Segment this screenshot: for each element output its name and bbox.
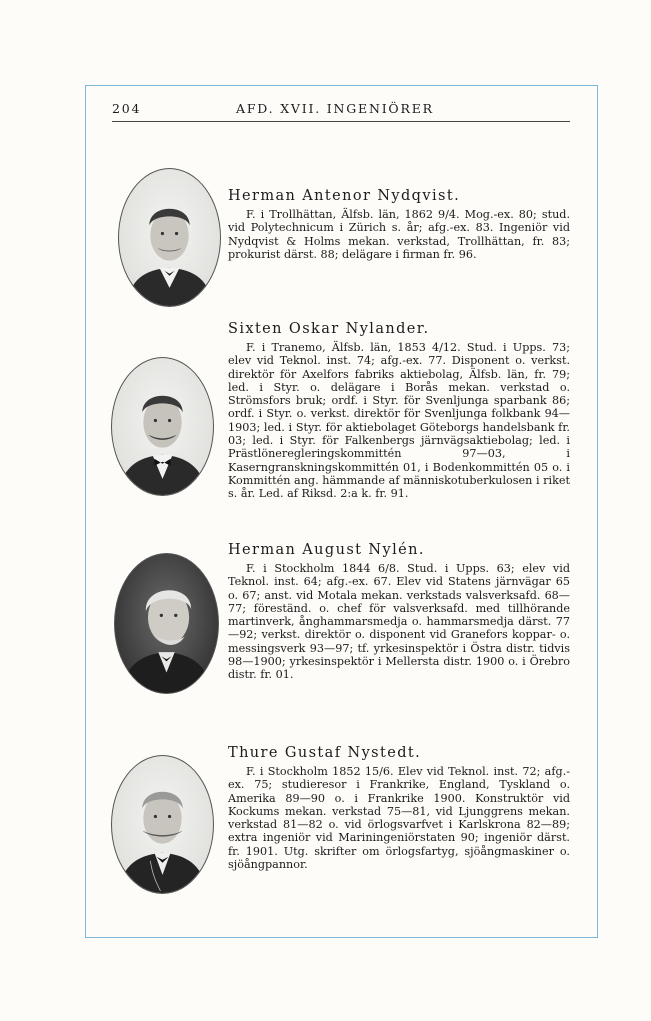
entry-nydqvist bbox=[228, 187, 570, 261]
entry-name: Herman August Nylén. bbox=[228, 542, 425, 558]
entry-name: Sixten Oskar Nylander. bbox=[228, 321, 430, 337]
portrait-nydqvist bbox=[118, 168, 221, 307]
header-rule bbox=[112, 121, 570, 122]
entry-name: Herman Antenor Nydqvist. bbox=[228, 188, 461, 204]
entry-bio: F. i Tranemo, Älfsb. län, 1853 4/12. Stud. i Upps. 73; elev vid Teknol. inst. 74; afg.-ex. 77. Disponent o. verkst. direktör för Axelfors fabriks aktiebolag, Älfsb. län, fr. 79; led. i Styr. o. delägare i Borås mekan. verkstad o. Strömsfors bruk; ordf. i Styr. för Svenljunga sparbank 86; ordf. i Styr. o. verkst. direktör för Svenljunga folkbank 94—1903; led. i Styr. för aktiebolaget Göteborgs handelsbank fr. 03; led. i Styr. för Falkenbergs järnvägsaktiebolag; led. i Prästlöneregleringskommittén 97—03, i Kaserngranskningskommittén 01, i Bodenkommittén 05 o. i Kommittén ang. hämmande af människotuberkulosen i riket s. år. Led. af Riksd. 2:a k. fr. 91. bbox=[228, 341, 570, 501]
entry-nylen bbox=[228, 541, 570, 682]
section-title: AFD. XVII. INGENIÖRER bbox=[236, 101, 434, 116]
page-header bbox=[112, 101, 570, 119]
entry-nystedt bbox=[228, 744, 570, 871]
portrait-nylander bbox=[111, 357, 214, 496]
portrait-nystedt bbox=[111, 755, 214, 894]
entry-bio: F. i Stockholm 1844 6/8. Stud. i Upps. 63; elev vid Teknol. inst. 64; afg.-ex. 67. Elev vid Statens järnvägar 65 o. 67; anst. vid Motala mekan. verkstads valsverksafd. 68—77; föreständ. o. chef för valsverksafd. med tillhörande martinverk, ånghammarsmedja o. hammarsmedja därst. 77—92; verkst. direktör o. disponent vid Granefors koppar- o. messingsverk 93—97; tf. yrkesinspektör i Östra distr. tidvis 98—1900; yrkesinspektör i Mellersta distr. 1900 o. i Örebro distr. fr. 01. bbox=[228, 562, 570, 682]
portrait-nylen bbox=[114, 553, 219, 694]
page-number: 204 bbox=[112, 101, 142, 116]
entry-name: Thure Gustaf Nystedt. bbox=[228, 745, 422, 761]
entry-bio: F. i Trollhättan, Älfsb. län, 1862 9/4. Mog.-ex. 80; stud. vid Polytechnicum i Zürich s. år; afg.-ex. 83. Ingeniör vid Nydqvist & Holms mekan. verkstad, Trollhättan, fr. 83; prokurist därst. 88; delägare i firman fr. 96. bbox=[228, 208, 570, 261]
entry-bio: F. i Stockholm 1852 15/6. Elev vid Teknol. inst. 72; afg.-ex. 75; studieresor i Frankrike, England, Tyskland o. Amerika 89—90 o. i Frankrike 1900. Konstruktör vid Kockums mekan. verkstad 75—81, vid Ljunggrens mekan. verkstad 81—82 o. vid örlogsvarfvet i Karlskrona 82—89; extra ingeniör vid Mariningeniörstaten 90; ingeniör därst. fr. 1901. Utg. skrifter om örlogsfartyg, sjöångmaskiner o. sjöångpannor. bbox=[228, 765, 570, 872]
entry-nylander bbox=[228, 320, 570, 501]
